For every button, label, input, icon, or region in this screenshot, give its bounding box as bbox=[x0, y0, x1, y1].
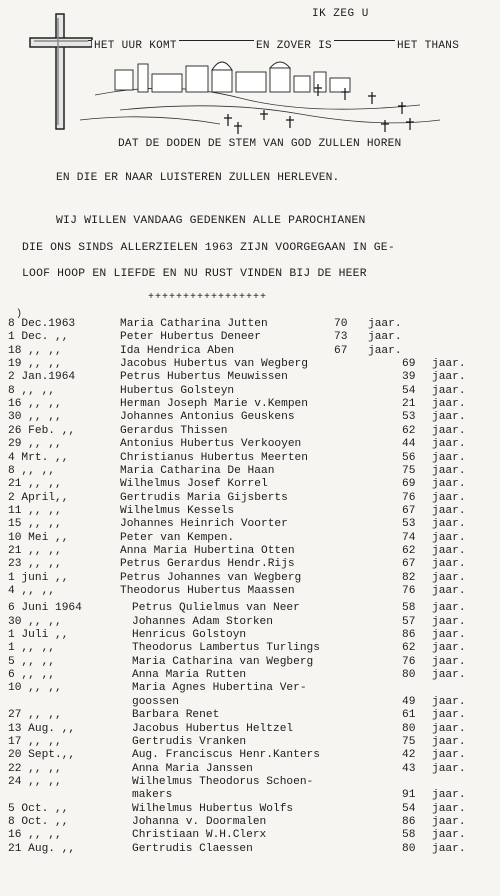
entry-unit: jaar. bbox=[432, 424, 466, 437]
entry-date: 8 ,, ,, bbox=[8, 464, 55, 477]
entry-age: 70 bbox=[334, 318, 348, 330]
entry-name: Ida Hendrica Aben bbox=[120, 344, 235, 357]
banner-text-1: HET UUR KOMT bbox=[94, 40, 177, 52]
entry-unit: jaar. bbox=[432, 398, 466, 411]
entry-age: 58 bbox=[402, 829, 416, 842]
entry-name: Maria Agnes Hubertina Ver- bbox=[132, 682, 307, 695]
entry-name: Christiaan W.H.Clerx bbox=[132, 829, 267, 842]
entry-name: Christianus Hubertus Meerten bbox=[120, 451, 308, 464]
list-item bbox=[0, 776, 500, 789]
entry-age: 58 bbox=[402, 602, 416, 615]
list-item bbox=[0, 411, 500, 424]
entry-unit: jaar. bbox=[432, 518, 466, 531]
entry-unit: jaar. bbox=[368, 344, 402, 357]
entry-date: 1 ,, ,, bbox=[8, 642, 55, 655]
entry-name: Petrus Qulielmus van Neer bbox=[132, 602, 300, 615]
masthead bbox=[0, 0, 500, 135]
entry-name: Gertrudis Claessen bbox=[132, 842, 253, 855]
list-item bbox=[0, 425, 500, 438]
list-item bbox=[0, 843, 500, 856]
list-item bbox=[0, 602, 500, 615]
entry-unit: jaar. bbox=[432, 615, 466, 628]
intro-line-3: LOOF HOOP EN LIEFDE EN NU RUST VINDEN BIJ DE HEER bbox=[22, 268, 367, 280]
entry-name: Hubertus Golsteyn bbox=[120, 384, 235, 397]
entry-name: Barbara Renet bbox=[132, 709, 220, 722]
entry-date: 19 ,, ,, bbox=[8, 358, 62, 371]
entry-name: Wilhelmus Kessels bbox=[120, 504, 235, 517]
entry-unit: jaar. bbox=[432, 558, 466, 571]
entry-unit: jaar. bbox=[368, 331, 402, 344]
entry-age: 43 bbox=[402, 762, 416, 775]
list-item bbox=[0, 682, 500, 695]
list-item bbox=[0, 696, 500, 709]
entry-name: Johannes Heinrich Voorter bbox=[120, 518, 288, 531]
entry-date: 5 ,, ,, bbox=[8, 655, 55, 668]
entry-name: Petrus Gerardus Hendr.Rijs bbox=[120, 558, 295, 571]
list-item bbox=[0, 572, 500, 585]
list-item bbox=[0, 789, 500, 802]
entry-name: Maria Catharina Jutten bbox=[120, 318, 268, 330]
list-item bbox=[0, 318, 500, 331]
entry-name: Gertrudis Maria Gijsberts bbox=[120, 491, 288, 504]
entry-unit: jaar. bbox=[432, 722, 466, 735]
entry-date: 2 April,, bbox=[8, 491, 69, 504]
entry-age: 82 bbox=[402, 571, 416, 584]
entry-date: 15 ,, ,, bbox=[8, 518, 62, 531]
entry-date: 4 ,, ,, bbox=[8, 585, 55, 597]
entry-date: 13 Aug. ,, bbox=[8, 722, 76, 735]
banner-text-2: EN ZOVER IS bbox=[256, 40, 332, 52]
entry-name: Wilhelmus Theodorus Schoen- bbox=[132, 775, 314, 788]
entry-name: Maria Catharina De Haan bbox=[120, 464, 275, 477]
list-item bbox=[0, 723, 500, 736]
list-item bbox=[0, 505, 500, 518]
entry-name: Theodorus Hubertus Maassen bbox=[120, 585, 295, 597]
entry-name: Jacobus Hubertus Heltzel bbox=[132, 722, 294, 735]
separator-line: +++++++++++++++++ bbox=[148, 292, 268, 303]
entry-unit: jaar. bbox=[432, 504, 466, 517]
hill-lines bbox=[80, 88, 440, 124]
entry-unit: jaar. bbox=[432, 531, 466, 544]
entry-name: Johanna v. Doormalen bbox=[132, 815, 267, 828]
entry-age: 56 bbox=[402, 451, 416, 464]
entry-unit: jaar. bbox=[432, 544, 466, 557]
list-item bbox=[0, 478, 500, 491]
entry-date: 21 Aug. ,, bbox=[8, 842, 76, 855]
entry-age: 53 bbox=[402, 518, 416, 531]
list-item bbox=[0, 532, 500, 545]
list-item bbox=[0, 803, 500, 816]
entry-name: Johannes Antonius Geuskens bbox=[120, 411, 295, 424]
entry-name: Peter Hubertus Deneer bbox=[120, 331, 261, 344]
list-item bbox=[0, 545, 500, 558]
list-item bbox=[0, 656, 500, 669]
margin-mark: ) bbox=[16, 309, 23, 320]
list-item bbox=[0, 763, 500, 776]
entry-date: 11 ,, ,, bbox=[8, 504, 62, 517]
entry-name: Henricus Golstoyn bbox=[132, 629, 247, 642]
entry-age: 75 bbox=[402, 735, 416, 748]
entry-age: 67 bbox=[402, 504, 416, 517]
entry-unit: jaar. bbox=[432, 464, 466, 477]
entry-age: 74 bbox=[402, 531, 416, 544]
list-item bbox=[0, 452, 500, 465]
entry-unit: jaar. bbox=[432, 585, 466, 597]
entry-date: 30 ,, ,, bbox=[8, 411, 62, 424]
entry-unit: jaar. bbox=[432, 842, 466, 855]
entry-date: 4 Mrt. ,, bbox=[8, 451, 69, 464]
entry-unit: jaar. bbox=[432, 655, 466, 668]
entry-name: goossen bbox=[132, 695, 179, 708]
entry-age: 67 bbox=[334, 344, 348, 357]
entry-date: 8 Dec.1963 bbox=[8, 318, 76, 330]
list-item bbox=[0, 669, 500, 682]
list-item bbox=[0, 385, 500, 398]
entry-age: 76 bbox=[402, 491, 416, 504]
entry-age: 80 bbox=[402, 722, 416, 735]
entry-date: 21 ,, ,, bbox=[8, 478, 62, 491]
entry-date: 1 juni ,, bbox=[8, 571, 69, 584]
entry-date: 1 Juli ,, bbox=[8, 629, 69, 642]
entry-unit: jaar. bbox=[432, 695, 466, 708]
entry-age: 73 bbox=[334, 331, 348, 344]
entry-date: 17 ,, ,, bbox=[8, 735, 62, 748]
entry-date: 16 ,, ,, bbox=[8, 829, 62, 842]
entry-date: 24 ,, ,, bbox=[8, 775, 62, 788]
entry-date: 18 ,, ,, bbox=[8, 344, 62, 357]
entry-name: Petrus Hubertus Meuwissen bbox=[120, 371, 288, 384]
entry-date: 2 Jan.1964 bbox=[8, 371, 76, 384]
entry-name: Antonius Hubertus Verkooyen bbox=[120, 438, 302, 451]
entry-age: 44 bbox=[402, 438, 416, 451]
header-top-right: IK ZEG U bbox=[312, 8, 369, 20]
entry-name: Maria Catharina van Wegberg bbox=[132, 655, 314, 668]
entry-unit: jaar. bbox=[432, 709, 466, 722]
list-item bbox=[0, 358, 500, 371]
list-item bbox=[0, 629, 500, 642]
entry-unit: jaar. bbox=[432, 411, 466, 424]
entry-date: 30 ,, ,, bbox=[8, 615, 62, 628]
intro-line-2: DIE ONS SINDS ALLERZIELEN 1963 ZIJN VOORGEGAAN IN GE- bbox=[22, 242, 395, 254]
entry-age: 53 bbox=[402, 411, 416, 424]
banner-text-3: HET THANS bbox=[397, 40, 460, 52]
entry-unit: jaar. bbox=[432, 829, 466, 842]
heading-line-2: EN DIE ER NAAR LUISTEREN ZULLEN HERLEVEN. bbox=[56, 172, 340, 184]
entry-age: 61 bbox=[402, 709, 416, 722]
list-item bbox=[0, 749, 500, 762]
entry-date: 27 ,, ,, bbox=[8, 709, 62, 722]
entry-age: 69 bbox=[402, 478, 416, 491]
list-item bbox=[0, 829, 500, 842]
entry-unit: jaar. bbox=[432, 478, 466, 491]
entry-name: makers bbox=[132, 789, 173, 802]
list-item bbox=[0, 816, 500, 829]
entry-date: 6 ,, ,, bbox=[8, 669, 55, 682]
entry-unit: jaar. bbox=[432, 815, 466, 828]
list-item bbox=[0, 558, 500, 571]
entry-name: Peter van Kempen. bbox=[120, 531, 235, 544]
entry-unit: jaar. bbox=[432, 358, 466, 371]
entry-name: Gertrudis Vranken bbox=[132, 735, 247, 748]
entry-unit: jaar. bbox=[432, 629, 466, 642]
entry-age: 39 bbox=[402, 371, 416, 384]
entry-name: Anna Maria Hubertina Otten bbox=[120, 544, 295, 557]
entry-date: 22 ,, ,, bbox=[8, 762, 62, 775]
entry-name: Petrus Johannes van Wegberg bbox=[120, 571, 302, 584]
heading-line-1: DAT DE DODEN DE STEM VAN GOD ZULLEN HOREN bbox=[118, 138, 402, 150]
list-item bbox=[0, 616, 500, 629]
entry-age: 62 bbox=[402, 642, 416, 655]
entry-date: 26 Feb. ,, bbox=[8, 424, 76, 437]
entry-age: 86 bbox=[402, 815, 416, 828]
entry-unit: jaar. bbox=[432, 571, 466, 584]
entry-unit: jaar. bbox=[432, 789, 466, 802]
cross-and-city-illustration bbox=[0, 0, 500, 135]
entry-unit: jaar. bbox=[432, 735, 466, 748]
entry-date: 8 ,, ,, bbox=[8, 384, 55, 397]
list-item bbox=[0, 518, 500, 531]
entry-age: 62 bbox=[402, 544, 416, 557]
entry-unit: jaar. bbox=[432, 602, 466, 615]
entry-date: 21 ,, ,, bbox=[8, 544, 62, 557]
entry-date: 10 ,, ,, bbox=[8, 682, 62, 695]
entry-age: 54 bbox=[402, 384, 416, 397]
entry-date: 20 Sept.,, bbox=[8, 749, 76, 762]
entry-name: Jacobus Hubertus van Wegberg bbox=[120, 358, 308, 371]
list-item bbox=[0, 371, 500, 384]
list-item bbox=[0, 642, 500, 655]
entry-date: 29 ,, ,, bbox=[8, 438, 62, 451]
list-item bbox=[0, 585, 500, 598]
entry-unit: jaar. bbox=[432, 669, 466, 682]
entry-unit: jaar. bbox=[432, 749, 466, 762]
entry-age: 69 bbox=[402, 358, 416, 371]
list-item bbox=[0, 736, 500, 749]
list-item bbox=[0, 331, 500, 344]
entry-date: 1 Dec. ,, bbox=[8, 331, 69, 344]
entry-date: 5 Oct. ,, bbox=[8, 802, 69, 815]
entry-unit: jaar. bbox=[432, 384, 466, 397]
entry-unit: jaar. bbox=[368, 318, 402, 330]
list-item bbox=[0, 345, 500, 358]
cross-icon bbox=[30, 14, 92, 129]
list-item bbox=[0, 398, 500, 411]
entry-age: 75 bbox=[402, 464, 416, 477]
entry-date: 16 ,, ,, bbox=[8, 398, 62, 411]
list-item bbox=[0, 492, 500, 505]
entry-name: Wilhelmus Josef Korrel bbox=[120, 478, 268, 491]
list-item bbox=[0, 438, 500, 451]
entry-unit: jaar. bbox=[432, 371, 466, 384]
entry-age: 80 bbox=[402, 842, 416, 855]
entry-age: 91 bbox=[402, 789, 416, 802]
entry-age: 76 bbox=[402, 585, 416, 597]
entry-age: 86 bbox=[402, 629, 416, 642]
entry-name: Anna Maria Janssen bbox=[132, 762, 253, 775]
entry-unit: jaar. bbox=[432, 802, 466, 815]
entry-name: Anna Maria Rutten bbox=[132, 669, 247, 682]
list-item bbox=[0, 709, 500, 722]
entry-date: 23 ,, ,, bbox=[8, 558, 62, 571]
entry-name: Aug. Franciscus Henr.Kanters bbox=[132, 749, 320, 762]
entry-age: 49 bbox=[402, 695, 416, 708]
entry-date: 8 Oct. ,, bbox=[8, 815, 69, 828]
entry-age: 76 bbox=[402, 655, 416, 668]
entry-unit: jaar. bbox=[432, 491, 466, 504]
intro-line-1: WIJ WILLEN VANDAAG GEDENKEN ALLE PAROCHIANEN bbox=[56, 215, 366, 227]
list-item bbox=[0, 465, 500, 478]
entry-unit: jaar. bbox=[432, 762, 466, 775]
entry-age: 54 bbox=[402, 802, 416, 815]
entry-age: 62 bbox=[402, 424, 416, 437]
entry-age: 80 bbox=[402, 669, 416, 682]
entry-age: 67 bbox=[402, 558, 416, 571]
entry-age: 42 bbox=[402, 749, 416, 762]
entry-age: 21 bbox=[402, 398, 416, 411]
entry-unit: jaar. bbox=[432, 642, 466, 655]
entry-date: 6 Juni 1964 bbox=[8, 602, 82, 615]
entry-age: 57 bbox=[402, 615, 416, 628]
entry-date: 10 Mei ,, bbox=[8, 531, 69, 544]
entry-name: Herman Joseph Marie v.Kempen bbox=[120, 398, 308, 411]
entry-name: Wilhelmus Hubertus Wolfs bbox=[132, 802, 294, 815]
entry-name: Johannes Adam Storken bbox=[132, 615, 273, 628]
entry-unit: jaar. bbox=[432, 438, 466, 451]
entry-name: Gerardus Thissen bbox=[120, 424, 228, 437]
entry-unit: jaar. bbox=[432, 451, 466, 464]
entry-name: Theodorus Lambertus Turlings bbox=[132, 642, 320, 655]
